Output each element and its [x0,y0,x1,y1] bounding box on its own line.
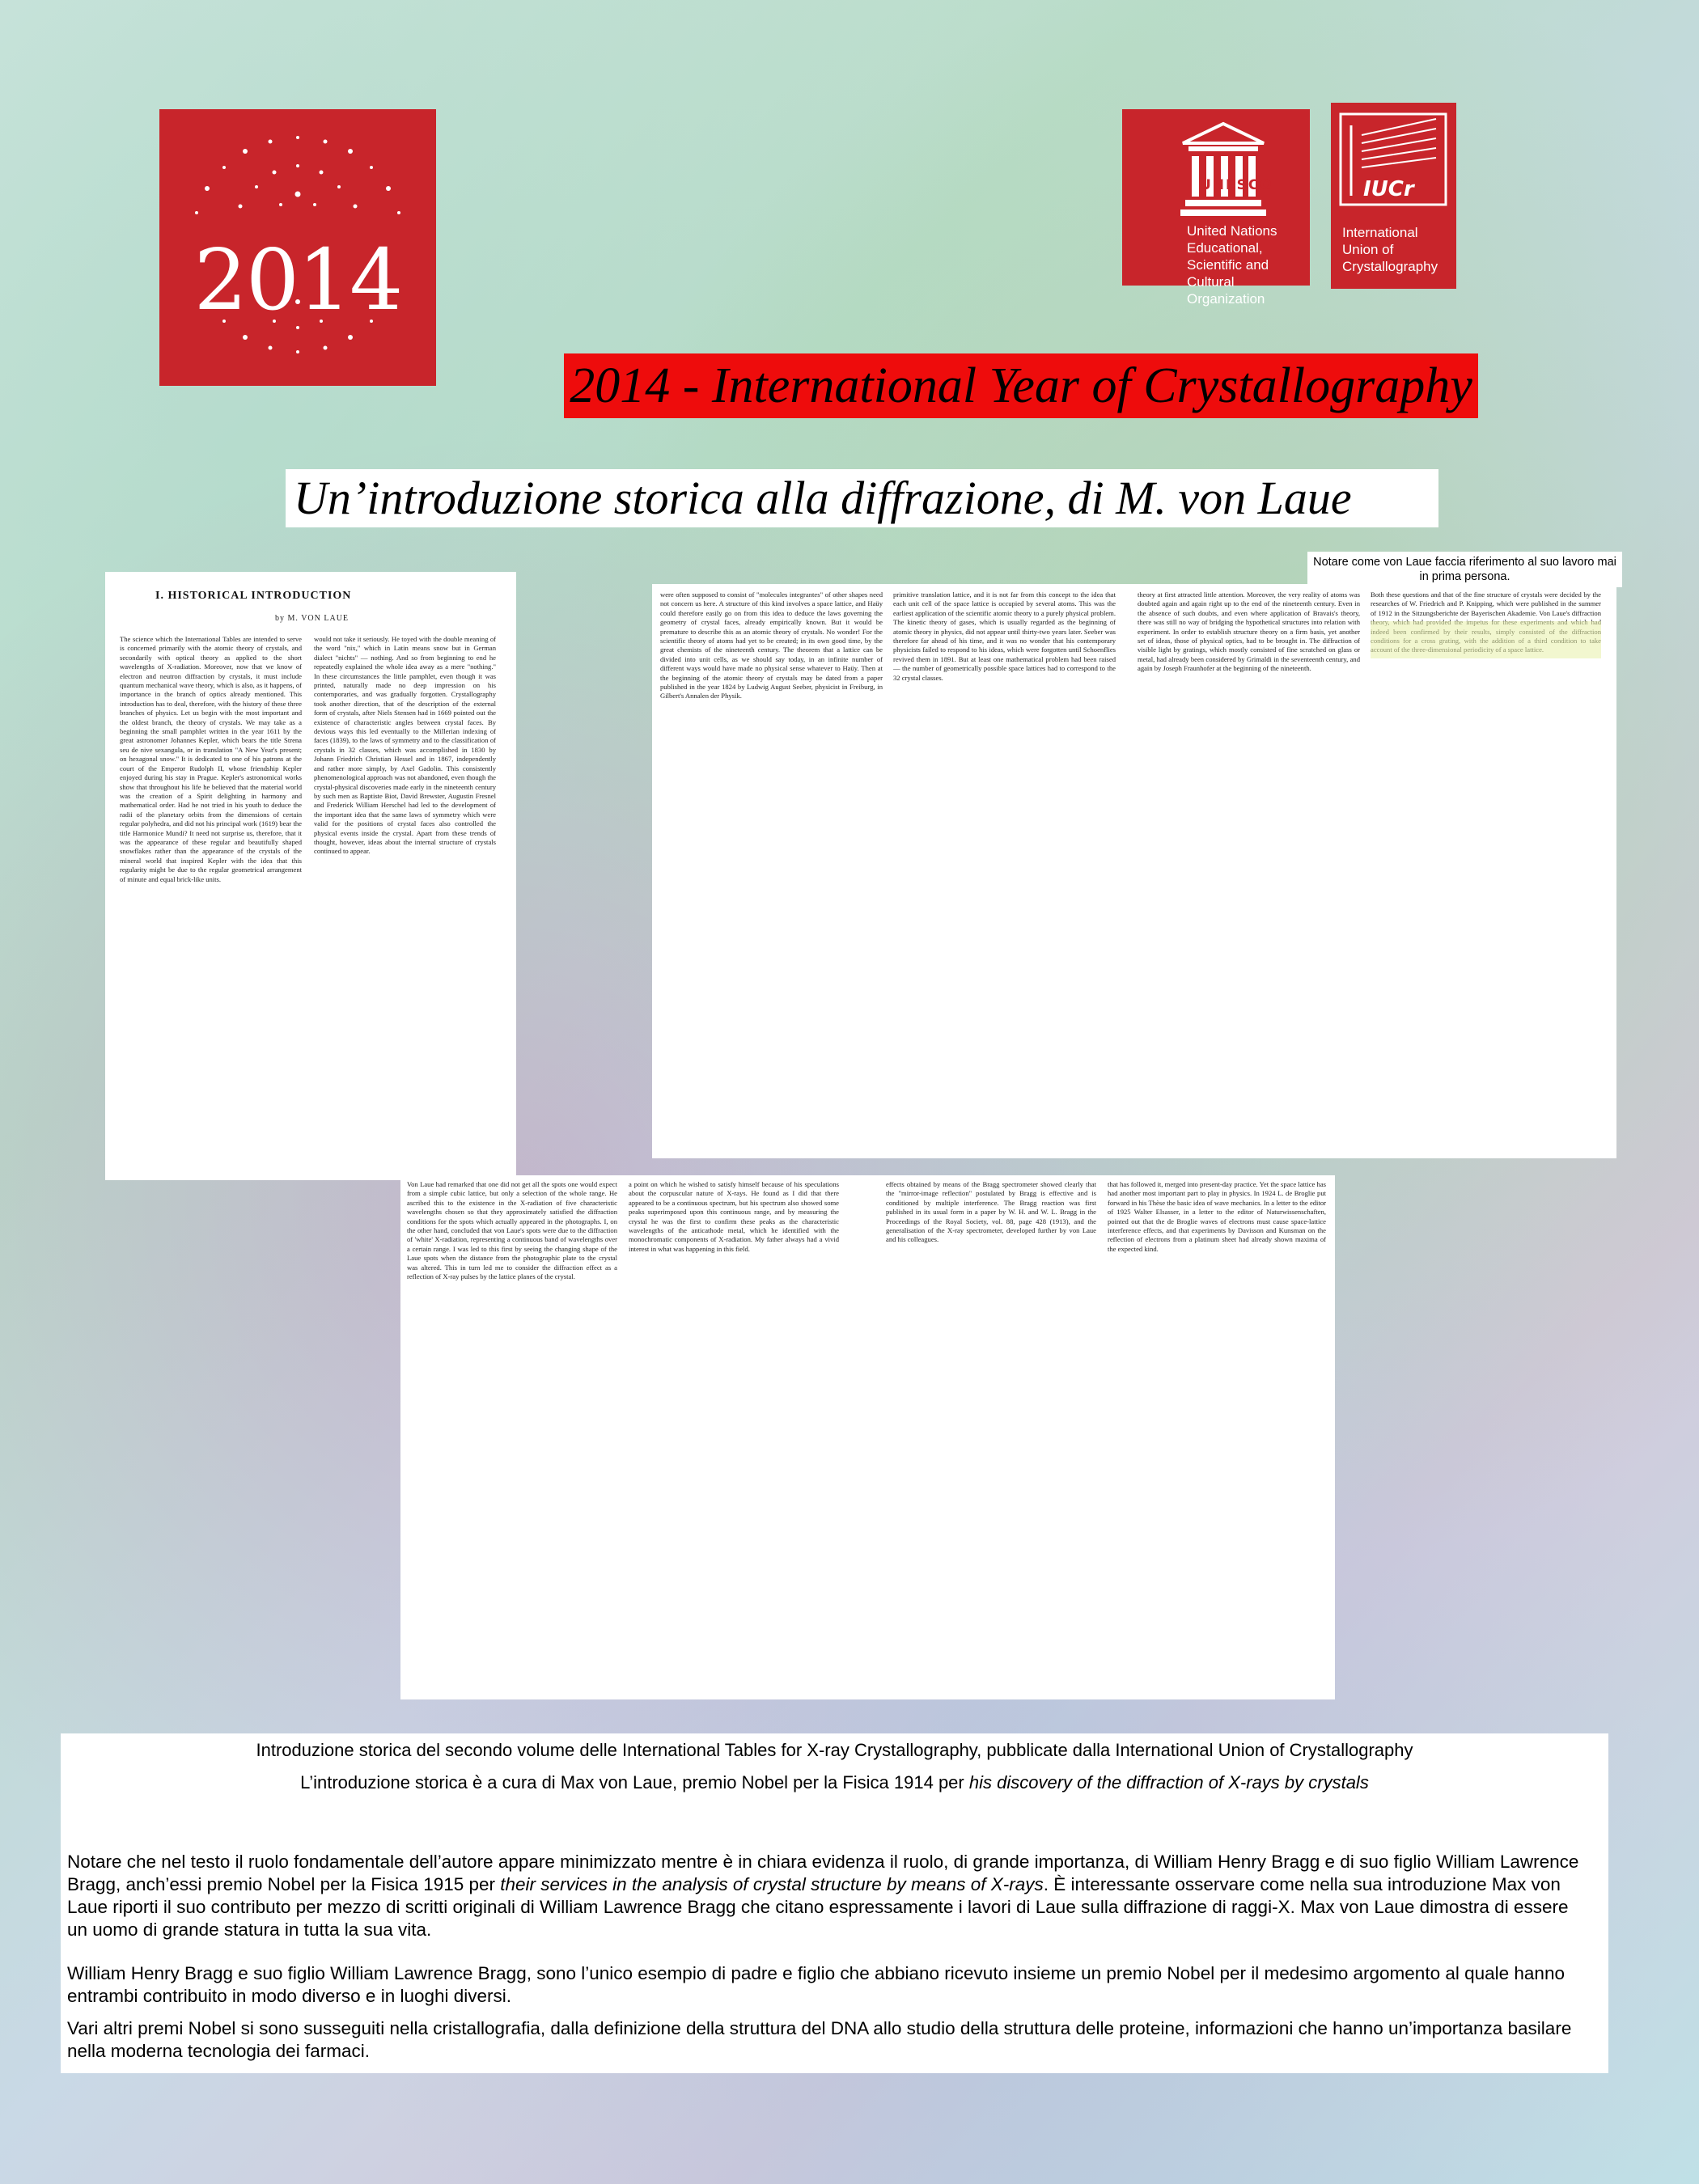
page3-column-4: that has followed it, merged into present-day practice. Yet the space lattice has had another most important part to play in physics. In 1924 L. de Broglie put forward in his Thèse the basic idea of wave mechanics. In a letter to the editor of 1925 Walter Elsasser, in a letter to the editor of Naturwissenschaften, pointed out that the de Broglie waves of electrons must cause space-lattice interference effects, and that experiments by Davisson and Kunsman on the reflection of electrons from a platinum sheet had already shown maxima of the expected kind. [1108,1180,1326,1253]
page1-column-2: would not take it seriously. He toyed with the double meaning of the word "nix," which in Latin means snow but in German dialect "nichts" — nothing. And so from beginning to end he repeatedly explained the whole idea away as a mere "nothing." In these circumstances the little pamphlet, even though it was printed, naturally made no deep impression on his contemporaries, and was gradually forgotten. Crystallography took another direction, that of the description of the external form of crystals, after Niels Stensen had in 1669 pointed out the existence of characteristic angles between crystal faces. By devious ways this led eventually to the Millerian indexing of faces (1839), to the laws of symmetry and to the classification of crystals in 32 classes, which was accomplished in 1830 by Johann Friedrich Christian Hessel and in 1867, independently and rather more simply, by Axel Gadolin. This consistently phenomenological approach was not abandoned, even though the crystal-physical discoveries made early in the nineteenth century by such men as Baptiste Biot, David Brewster, Augustin Fresnel and Frederick William Herschel had led to the development of the important idea that the same laws of symmetry which were valid for the positions of crystal faces also controlled the physical events inside the crystal. Apart from these trends of thought, however, ideas about the internal structure of crystals continued to appear. [314,635,496,856]
paragraph-1: Notare che nel testo il ruolo fondamentale dell’autore appare minimizzato mentre è in chiara evidenza il ruolo, di grande importanza, di William Henry Bragg e di suo figlio William Lawrence Bragg, anch’essi premio Nobel per la Fisica 1915 per their services in the analysis of crystal structure by means of X-rays. È interessante osservare come nella sua introduzione Max von Laue riporti il suo contributo per mezzo di scritti originali di William Lawrence Bragg che citano espressamente i lavori di Laue sulla diffrazione di raggi-X. Max von Laue dimostra di essere un uomo di grande statura in tutta la sua vita. [67,1852,1579,1940]
unesco-temple-icon [1122,109,1310,222]
caption-1: Introduzione storica del secondo volume delle International Tables for X-ray Crystallography, pubblicate dalla International Union of Crystallography [256,1740,1413,1760]
bottom-text-panel [61,1733,1608,2073]
scanned-page-2 [652,584,1616,1158]
unesco-caption: United Nations Educational, Scientific and Cultural Organization [1187,223,1277,307]
unesco-word: UNESCO [1200,177,1273,193]
iucr-caption: International Union of Crystallography [1342,225,1438,274]
paragraph-2: William Henry Bragg e suo figlio William Lawrence Bragg, sono l’unico esempio di padre e figlio che abbiano ricevuto insieme un premio Nobel per il medesimo argomento al quale hanno entrambi contribuito in modo diverso e in luoghi diversi. [67,1963,1565,2006]
logo-year: 2014 [193,231,402,329]
page3-column-2: a point on which he wished to satisfy himself because of his speculations about the corpuscular nature of X-rays. He found as I did that there appeared to be a continuous spectrum, but his spectrum also showed some peaks superimposed upon this continuous range, and by measuring the crystal he was the first to confirm these peaks as the characteristic wavelengths of the anticathode metal, which he identified with the monochromatic components of X-radiation. My father always had a vivid interest in what was happening in this field. [629,1180,839,1253]
subtitle: Un’introduzione storica alla diffrazione, di M. von Laue [286,469,1438,527]
page2-column-3: theory at first attracted little attention. Moreover, the very reality of atoms was doubted again and again right up to the end of the nineteenth century. Even in the absence of such doubts, and even where application of Bravais's theory, there was still no way of bridging the hypothetical structures into relation with experiment. In order to establish structure theory on a firm basis, yet another set of ideas, those of physical optics, had to be brought in. The diffraction of visible light by gratings, which mostly consisted of fine scratched on glass or metal, had already been considered by Grimaldi in the seventeenth century, and again by Joseph Fraunhofer at the beginning of the nineteenth. [1138,590,1360,673]
scanned-page-1 [105,572,516,1180]
paragraph-3: Vari altri premi Nobel si sono susseguiti nella cristallografia, dalla definizione della struttura del DNA allo studio della struttura delle proteine, informazioni che hanno un’importanza basilare nella moderna tecnologia dei farmaci. [67,2018,1572,2061]
page3-column-1: Von Laue had remarked that one did not get all the spots one would expect from a simple cubic lattice, but only a selection of the whole range. He ascribed this to the existence in the X-radiation of five characteristic wavelengths chosen so that they approximately satisfied the diffraction conditions for the spots which actually appeared in the photographs. I, on the other hand, concluded that von Laue's spots were due to the diffraction of 'white' X-radiation, representing a continuous band of wavelengths over a certain range. I was led to this first by seeing the changing shape of the Laue spots when the distance from the photographic plate to the crystal was altered. This in turn led me to consider the diffraction effect as a reflection of X-ray pulses by the lattice planes of the crystal. [407,1180,617,1281]
page1-heading: I. HISTORICAL INTRODUCTION [155,590,352,602]
iucr-logo [1331,103,1456,289]
page2-column-4: Both these questions and that of the fine structure of crystals were decided by the researches of W. Friedrich and P. Knipping, which were published in the summer of 1912 in the Sitzungsberichte der Bayerischen Akademie. Von Laue's diffraction [1371,590,1601,617]
page1-author: by M. VON LAUE [275,614,350,623]
page3-column-3: effects obtained by means of the Bragg spectrometer showed clearly that the "mirror-image reflection" postulated by Bragg is effective and is conditioned by multiple interference. The Bragg reaction was first published in its usual form in a paper by W. H. and W. L. Bragg in the Proceedings of the Royal Society, vol. 88, page 428 (1913), and the generalisation of the X-ray spectrometer, developed further by von Laue and his colleagues. [886,1180,1096,1244]
caption-2: L’introduzione storica è a cura di Max von Laue, premio Nobel per la Fisica 1914 per his discovery of the diffraction of X-rays by crystals [300,1772,1369,1792]
iyc-2014-logo [159,109,436,386]
unesco-logo [1122,109,1310,307]
highlighted-passage [1371,621,1601,658]
banner-title: 2014 - International Year of Crystallography [564,353,1478,418]
page1-column-1: The science which the International Tables are intended to serve is concerned primarily with the atomic theory of crystals, and secondarily with optical theory as applied to the short wavelengths of X-radiation. Moreover, now that we know of electron and neutron diffraction by crystals, it must include quantum mechanical wave theory, which is also, as it happens, of importance in the branch of optics already mentioned. This introduction has to deal, therefore, with the history of these three branches of physics. Let us begin with the most important and the oldest branch, the theory of crystals. We may take as a beginning the small pamphlet written in the year 1611 by the great astronomer Johannes Kepler, which bears the title Strena seu de nive sexangula, or in translation "A New Year's present; on hexagonal snow." It is dedicated to one of his patrons at the court of the Emperor Rudolph II, whose friendship Kepler enjoyed during his stay in Prague. Kepler's astronomical works show that throughout his life he believed that the material world was the creation of a Spirit delighting in harmony and mathematical order. Had he not tried in his youth to deduce the radii of the planetary orbits from the dimensions of certain regular polyhedra, and did not his principal work (1619) bear the title Harmonice Mundi? It need not surprise us, therefore, that it was the appearance of these regular and beautifully shaped snowflakes rather than the appearance of the crystals of the mineral world that inspired Kepler with the idea that this regularity might be due to the regular geometrical arrangement of minute and equal brick-like units. [120,635,302,883]
iucr-word: IUCr [1363,177,1414,201]
side-note: Notare come von Laue faccia riferimento al suo lavoro mai in prima persona. [1307,552,1622,587]
page2-column-1: were often supposed to consist of "molecules integrantes" of other shapes need not concern us here. A structure of this kind involves a space lattice, and Haüy could therefore easily go on from this idea to deduce the laws governing the geometry of crystal faces, already empirically known. But it would be premature to describe this as an atomic theory of crystals. No wonder! For the scientific theory of atoms had yet to be created; in its own good time, by the great chemists of the nineteenth century. The theorem that a lattice can be divided into unit cells, as we should say today, in an infinite number of different ways would have made no physical sense whatever to Haüy. Then at the beginning of the atomic theory of crystals may be dated from a paper published in the year 1824 by Ludwig August Seeber, physicist in Freiburg, in Gilbert's Annalen der Physik. [660,590,883,700]
page2-column-2: primitive translation lattice, and it is not far from this concept to the idea that each unit cell of the space lattice is occupied by several atoms. This was the earliest application of the scientific atomic theory to a purely physical problem. The kinetic theory of gases, which is usually regarded as the beginning of atomic theory in physics, did not appear until thirty-two years later. Seeber was therefore far ahead of his time, and it was no wonder that his contemporary physicists failed to respond to his ideas, which were forgotten until Schoenflies revived them in 1891. But at least one mathematical problem had been raised — the number of geometrically possible space lattices had to correspond to the 32 crystal classes. [893,590,1116,682]
scanned-page-3 [400,1175,1335,1699]
